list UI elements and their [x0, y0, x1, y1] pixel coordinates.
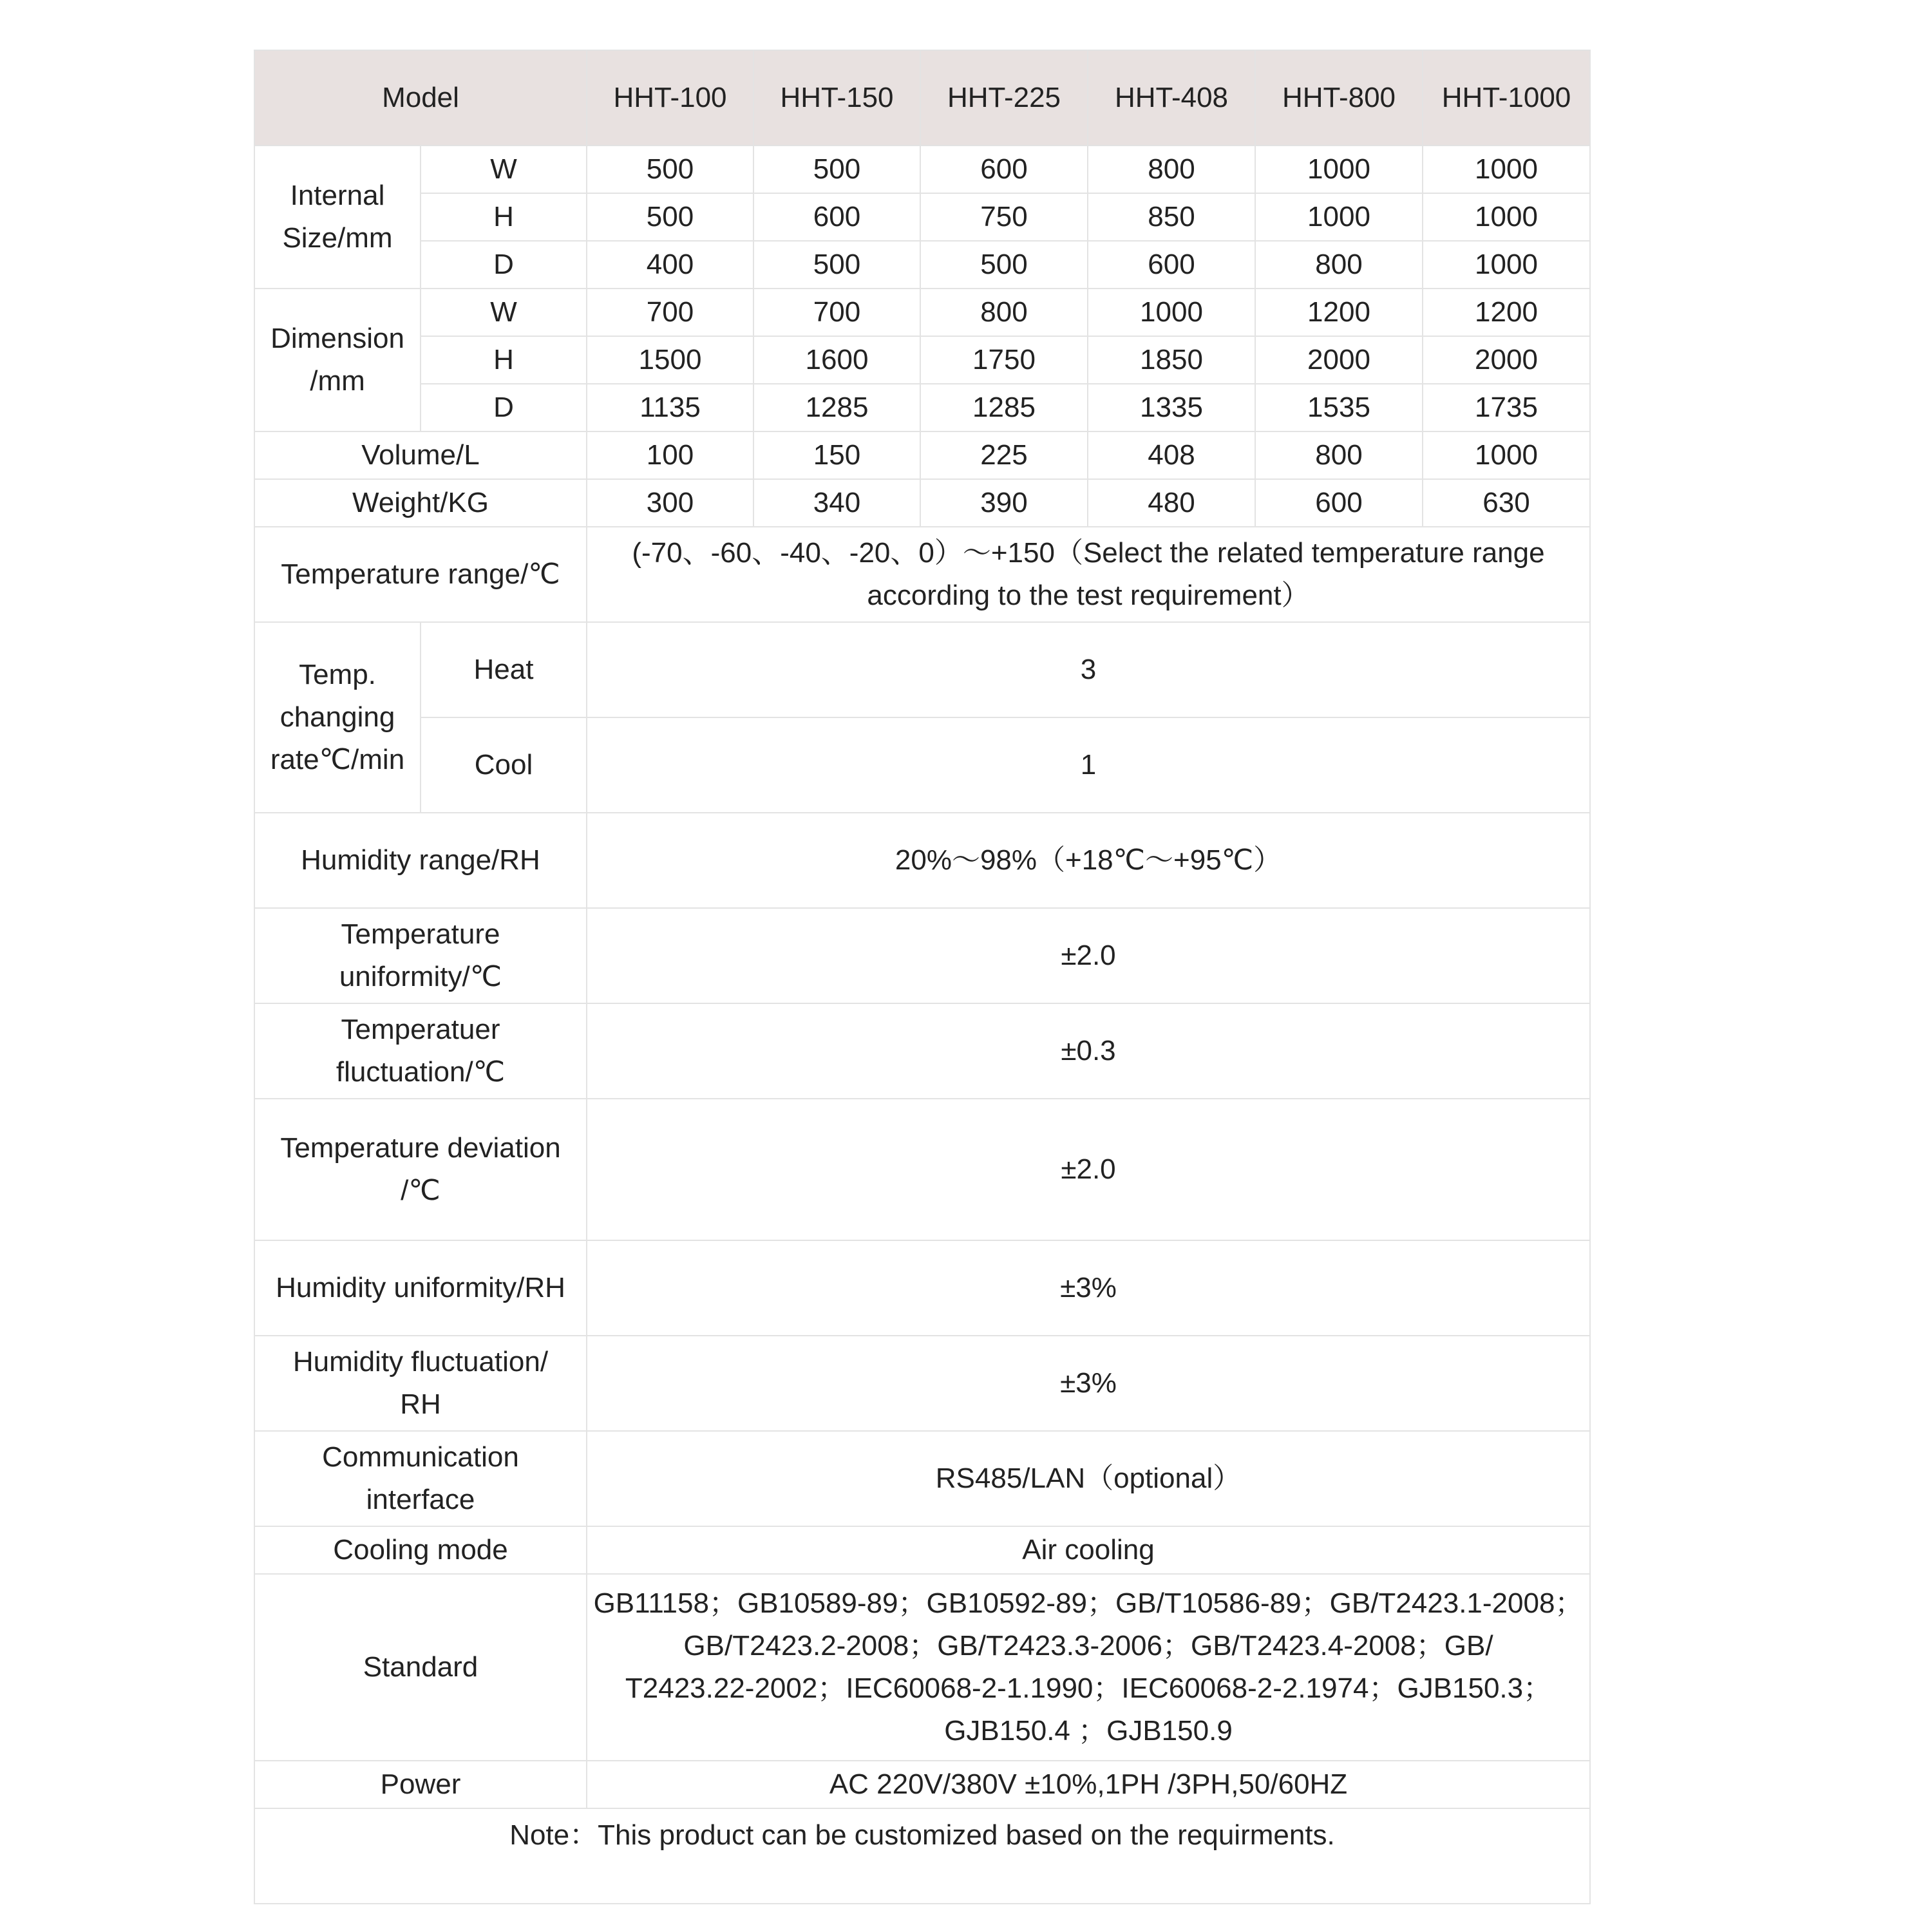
cooling-mode-row [254, 1526, 1590, 1574]
cell: 850 [1088, 193, 1255, 241]
label-line: Dimension [270, 323, 404, 354]
cell: 1200 [1423, 289, 1590, 336]
row-label: Humidity range/RH [254, 813, 587, 908]
cool-value: 1 [587, 717, 1590, 813]
temperature-deviation-row [254, 1099, 1590, 1240]
row-label: Volume/L [254, 431, 587, 479]
cell: 800 [1255, 241, 1423, 289]
cell: 1000 [1423, 193, 1590, 241]
heat-value: 3 [587, 622, 1590, 717]
cell: 2000 [1423, 336, 1590, 384]
dimension-row [254, 336, 1590, 384]
temperature-uniformity-value: ±2.0 [587, 908, 1590, 1003]
cell: 800 [1255, 431, 1423, 479]
dimension-row [254, 384, 1590, 431]
cell: 700 [753, 289, 920, 336]
value-line: GJB150.4 ；GJB150.9 [944, 1715, 1233, 1747]
cell: 400 [587, 241, 753, 289]
weight-row [254, 479, 1590, 527]
row-label [254, 908, 587, 1003]
cell: 390 [920, 479, 1088, 527]
label-line: RH [400, 1388, 441, 1420]
humidity-fluctuation-row [254, 1336, 1590, 1431]
dim-label: W [421, 289, 587, 336]
cell: 600 [753, 193, 920, 241]
label-line: Temperatuer [341, 1014, 500, 1045]
cell: 500 [587, 146, 753, 193]
cell: 100 [587, 431, 753, 479]
humidity-range-value: 20%～98%（+18℃～+95℃） [587, 813, 1590, 908]
model-header: Model [254, 50, 587, 146]
temperature-uniformity-row [254, 908, 1590, 1003]
internal-size-row [254, 193, 1590, 241]
cell: 1600 [753, 336, 920, 384]
label-line: Temperature [341, 918, 500, 950]
humidity-fluctuation-value: ±3% [587, 1336, 1590, 1431]
cell: 1285 [753, 384, 920, 431]
cell: 800 [920, 289, 1088, 336]
internal-size-label [254, 146, 421, 289]
model-name: HHT-225 [920, 50, 1088, 146]
temperature-fluctuation-row [254, 1003, 1590, 1099]
cell: 1750 [920, 336, 1088, 384]
dim-label: H [421, 336, 587, 384]
temperature-range-row [254, 527, 1590, 622]
standard-value [587, 1574, 1590, 1761]
cell: 500 [753, 146, 920, 193]
value-line: GB/T2423.2-2008；GB/T2423.3-2006；GB/T2423.4-2008；GB/ [683, 1630, 1493, 1662]
cell: 1285 [920, 384, 1088, 431]
standard-row [254, 1574, 1590, 1761]
value-line: T2423.22-2002；IEC60068-2-1.1990；IEC60068-2-2.1974；GJB150.3； [625, 1672, 1552, 1704]
temp-changing-rate-label [254, 622, 421, 813]
label-line: Humidity fluctuation/ [292, 1346, 549, 1378]
label-line: Communication [322, 1441, 519, 1473]
temperature-deviation-value: ±2.0 [587, 1099, 1590, 1240]
cell: 1000 [1423, 146, 1590, 193]
internal-size-row [254, 146, 1590, 193]
label-line: Temperature deviation [280, 1132, 561, 1164]
model-name: HHT-1000 [1423, 50, 1590, 146]
temperature-fluctuation-value: ±0.3 [587, 1003, 1590, 1099]
value-line: (-70、-60、-40、-20、0）～+150（Select the related temperature range [632, 537, 1545, 569]
cell: 408 [1088, 431, 1255, 479]
communication-interface-row [254, 1431, 1590, 1526]
row-label: Temperature range/℃ [254, 527, 587, 622]
model-name: HHT-800 [1255, 50, 1423, 146]
spec-table [254, 50, 1591, 1904]
cell: 1000 [1255, 146, 1423, 193]
cell: 340 [753, 479, 920, 527]
label-line: uniformity/℃ [339, 961, 502, 992]
label-line: /mm [310, 365, 365, 397]
power-row [254, 1761, 1590, 1808]
cooling-mode-value: Air cooling [587, 1526, 1590, 1574]
power-value: AC 220V/380V ±10%,1PH /3PH,50/60HZ [587, 1761, 1590, 1808]
cool-label: Cool [421, 717, 587, 813]
dim-label: D [421, 384, 587, 431]
cell: 1135 [587, 384, 753, 431]
cell: 500 [753, 241, 920, 289]
cell: 800 [1088, 146, 1255, 193]
volume-row [254, 431, 1590, 479]
value-line: according to the test requirement） [867, 580, 1310, 611]
cell: 600 [920, 146, 1088, 193]
cell: 300 [587, 479, 753, 527]
row-label: Humidity uniformity/RH [254, 1240, 587, 1336]
dim-label: D [421, 241, 587, 289]
cell: 1200 [1255, 289, 1423, 336]
cell: 1535 [1255, 384, 1423, 431]
row-label: Standard [254, 1574, 587, 1761]
internal-size-row [254, 241, 1590, 289]
cell: 1850 [1088, 336, 1255, 384]
cell: 630 [1423, 479, 1590, 527]
row-label [254, 1336, 587, 1431]
humidity-uniformity-row [254, 1240, 1590, 1336]
row-label: Cooling mode [254, 1526, 587, 1574]
humidity-range-row [254, 813, 1590, 908]
temp-changing-rate-row [254, 622, 1590, 717]
heat-label: Heat [421, 622, 587, 717]
cell: 500 [587, 193, 753, 241]
dim-label: W [421, 146, 587, 193]
cell: 750 [920, 193, 1088, 241]
cell: 600 [1088, 241, 1255, 289]
humidity-uniformity-value: ±3% [587, 1240, 1590, 1336]
model-name: HHT-150 [753, 50, 920, 146]
dim-label: H [421, 193, 587, 241]
cell: 500 [920, 241, 1088, 289]
cell: 150 [753, 431, 920, 479]
header-row [254, 50, 1590, 146]
cell: 1000 [1423, 241, 1590, 289]
cell: 600 [1255, 479, 1423, 527]
temperature-range-value [587, 527, 1590, 622]
communication-interface-value: RS485/LAN（optional） [587, 1431, 1590, 1526]
cell: 1335 [1088, 384, 1255, 431]
row-label: Power [254, 1761, 587, 1808]
cell: 1735 [1423, 384, 1590, 431]
temp-changing-rate-row [254, 717, 1590, 813]
note-text: Note：This product can be customized based on the requirments. [254, 1808, 1590, 1904]
label-line: Size/mm [282, 222, 393, 254]
cell: 1000 [1423, 431, 1590, 479]
note-row [254, 1808, 1590, 1904]
cell: 1000 [1088, 289, 1255, 336]
cell: 1000 [1255, 193, 1423, 241]
label-line: interface [366, 1484, 475, 1515]
label-line: fluctuation/℃ [336, 1056, 506, 1088]
row-label [254, 1003, 587, 1099]
dimension-label [254, 289, 421, 431]
label-line: rate℃/min [270, 744, 405, 775]
cell: 1500 [587, 336, 753, 384]
label-line: changing [279, 701, 395, 733]
cell: 700 [587, 289, 753, 336]
label-line: Internal [290, 180, 385, 211]
model-name: HHT-408 [1088, 50, 1255, 146]
label-line: Temp. [299, 659, 376, 690]
dimension-row [254, 289, 1590, 336]
cell: 480 [1088, 479, 1255, 527]
model-name: HHT-100 [587, 50, 753, 146]
value-line: GB11158；GB10589-89；GB10592-89；GB/T10586-89；GB/T2423.1-2008； [593, 1587, 1584, 1619]
row-label: Weight/KG [254, 479, 587, 527]
row-label [254, 1099, 587, 1240]
label-line: /℃ [401, 1175, 440, 1206]
cell: 2000 [1255, 336, 1423, 384]
cell: 225 [920, 431, 1088, 479]
row-label [254, 1431, 587, 1526]
